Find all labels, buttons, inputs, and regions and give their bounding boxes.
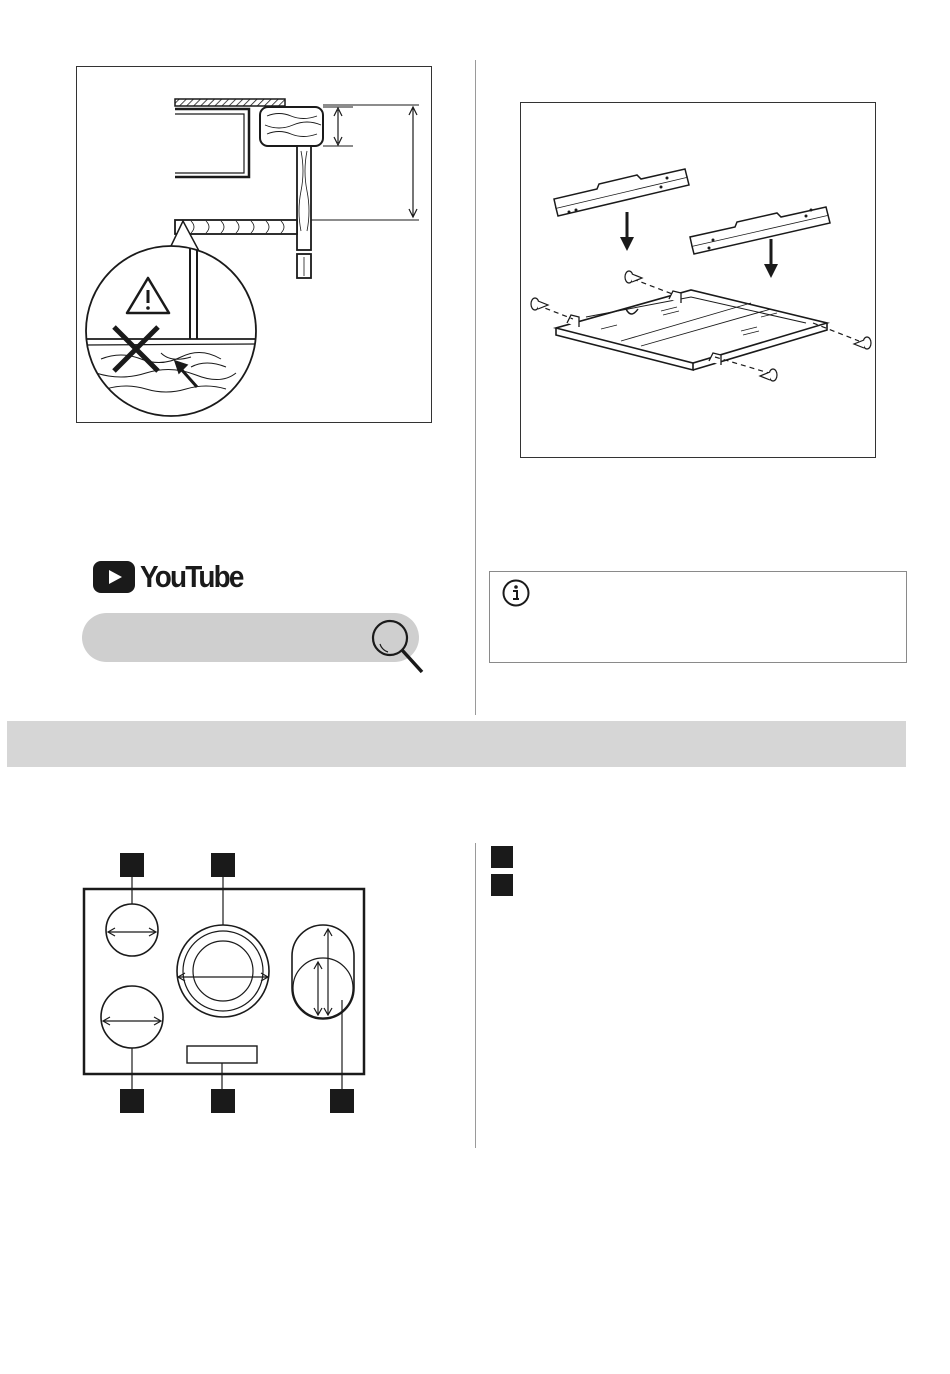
hob-marker-5 xyxy=(330,1089,354,1113)
hob-marker-4 xyxy=(211,1089,235,1113)
magnifier-icon[interactable] xyxy=(368,618,426,676)
youtube-logo xyxy=(93,559,243,593)
hob-layout-drawing xyxy=(70,845,380,1120)
section-heading-band xyxy=(7,721,906,767)
hob-marker-1 xyxy=(120,853,144,877)
tray-assembly-drawing xyxy=(521,103,875,457)
youtube-wordmark: YouTube xyxy=(140,559,243,594)
legend-marker-1 xyxy=(491,846,513,868)
column-divider-bottom xyxy=(475,843,476,1148)
worktop-section-drawing xyxy=(77,67,431,422)
legend-marker-2 xyxy=(491,874,513,896)
info-icon xyxy=(501,578,531,608)
column-divider-top xyxy=(475,60,476,715)
tray-assembly-figure xyxy=(520,102,876,458)
info-note-box xyxy=(489,571,907,663)
hob-marker-2 xyxy=(211,853,235,877)
worktop-section-figure xyxy=(76,66,432,423)
hob-marker-3 xyxy=(120,1089,144,1113)
play-icon xyxy=(93,561,135,593)
